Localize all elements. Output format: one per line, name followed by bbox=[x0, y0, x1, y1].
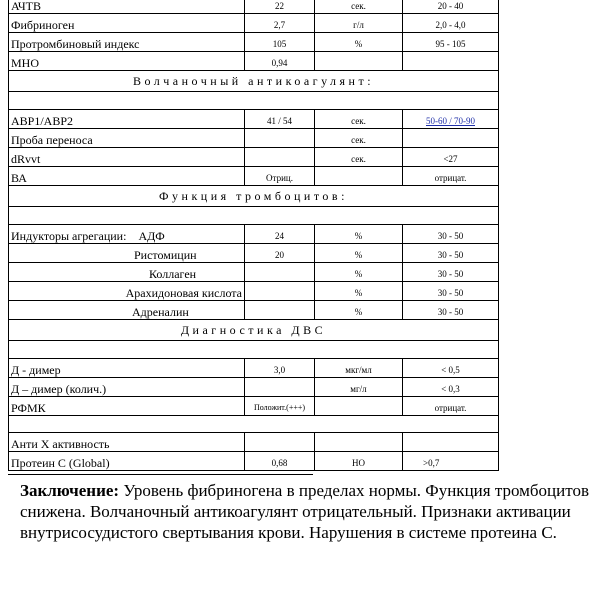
test-name: Д - димер bbox=[9, 359, 245, 378]
conclusion bbox=[20, 480, 595, 543]
section-title-lupus: Волчаночный антикоагулянт: bbox=[9, 71, 499, 92]
spacer-cell bbox=[9, 92, 499, 110]
test-value: 0,68 bbox=[245, 452, 315, 471]
test-name: Протеин С (Global) bbox=[9, 452, 245, 471]
table-row bbox=[9, 397, 499, 416]
test-unit: % bbox=[315, 301, 403, 320]
table-row bbox=[9, 33, 499, 52]
test-unit bbox=[315, 397, 403, 416]
test-reference: 30 - 50 bbox=[403, 263, 499, 282]
test-name: Проба переноса bbox=[9, 129, 245, 148]
test-name: Коллаген bbox=[9, 263, 245, 282]
test-unit: % bbox=[315, 282, 403, 301]
test-value: Отриц. bbox=[245, 167, 315, 186]
test-unit: % bbox=[315, 244, 403, 263]
spacer-cell bbox=[9, 341, 499, 359]
test-value: 0,94 bbox=[245, 52, 315, 71]
test-unit bbox=[315, 52, 403, 71]
test-reference: 30 - 50 bbox=[403, 225, 499, 244]
table-row bbox=[9, 52, 499, 71]
table-row bbox=[9, 225, 499, 244]
table-row bbox=[9, 14, 499, 33]
test-reference: 20 - 40 bbox=[403, 0, 499, 14]
test-reference: 30 - 50 bbox=[403, 301, 499, 320]
reference-link[interactable]: 50-60 / 70-90 bbox=[426, 116, 475, 126]
test-name: АВР1/АВР2 bbox=[9, 110, 245, 129]
test-unit: сек. bbox=[315, 148, 403, 167]
inductors-label: Индукторы агрегации: bbox=[11, 229, 127, 243]
test-reference: < 0,5 bbox=[403, 359, 499, 378]
test-reference: < 0,3 bbox=[403, 378, 499, 397]
divider-line bbox=[8, 474, 313, 475]
test-reference bbox=[403, 433, 499, 452]
test-name: Адреналин bbox=[9, 301, 245, 320]
table-row bbox=[9, 378, 499, 397]
test-reference: 30 - 50 bbox=[403, 244, 499, 263]
test-name: dRvvt bbox=[9, 148, 245, 167]
test-value bbox=[245, 433, 315, 452]
inductor-name: АДФ bbox=[138, 229, 165, 243]
test-name: Анти Х активность bbox=[9, 433, 245, 452]
spacer-row bbox=[9, 207, 499, 225]
spacer-row bbox=[9, 92, 499, 110]
test-reference: 2,0 - 4,0 bbox=[403, 14, 499, 33]
test-reference: отрицат. bbox=[403, 397, 499, 416]
table-row bbox=[9, 301, 499, 320]
test-name bbox=[9, 225, 245, 244]
test-value: 2,7 bbox=[245, 14, 315, 33]
test-value bbox=[245, 301, 315, 320]
table-row bbox=[9, 263, 499, 282]
test-name: ВА bbox=[9, 167, 245, 186]
lab-results-table bbox=[8, 0, 499, 471]
test-value: 105 bbox=[245, 33, 315, 52]
section-title-dic: Диагностика ДВС bbox=[9, 320, 499, 341]
table-row bbox=[9, 167, 499, 186]
section-title-platelets: Функция тромбоцитов: bbox=[9, 186, 499, 207]
table-row bbox=[9, 148, 499, 167]
test-reference bbox=[403, 129, 499, 148]
table-row bbox=[9, 129, 499, 148]
test-reference: отрицат. bbox=[403, 167, 499, 186]
test-unit: % bbox=[315, 33, 403, 52]
test-unit: мкг/мл bbox=[315, 359, 403, 378]
test-name: Фибриноген bbox=[9, 14, 245, 33]
test-unit: сек. bbox=[315, 110, 403, 129]
test-value: 41 / 54 bbox=[245, 110, 315, 129]
table-row bbox=[9, 433, 499, 452]
test-unit: % bbox=[315, 263, 403, 282]
spacer-cell bbox=[9, 207, 499, 225]
test-unit: НО bbox=[315, 452, 403, 471]
test-value bbox=[245, 148, 315, 167]
test-unit: сек. bbox=[315, 0, 403, 14]
table-row bbox=[9, 282, 499, 301]
conclusion-label: Заключение: bbox=[20, 481, 120, 500]
section-header-row bbox=[9, 71, 499, 92]
test-value bbox=[245, 378, 315, 397]
section-header-row bbox=[9, 320, 499, 341]
test-value: 24 bbox=[245, 225, 315, 244]
test-unit: г/л bbox=[315, 14, 403, 33]
test-unit: мг/л bbox=[315, 378, 403, 397]
spacer-row bbox=[9, 416, 499, 433]
test-unit bbox=[315, 167, 403, 186]
test-reference: 95 - 105 bbox=[403, 33, 499, 52]
table-row bbox=[9, 452, 499, 471]
test-name: Протромбиновый индекс bbox=[9, 33, 245, 52]
test-value bbox=[245, 282, 315, 301]
test-unit: % bbox=[315, 225, 403, 244]
test-unit bbox=[315, 433, 403, 452]
test-name: Д – димер (колич.) bbox=[9, 378, 245, 397]
conclusion-text: Уровень фибриногена в пределах нормы. Функция тромбоцитов снижена. Волчаночный антикоагулянт отрицательный. Признаки активации внутрисосудистого свертывания крови. Нарушения в системе протеина С. bbox=[20, 481, 589, 542]
table-row bbox=[9, 244, 499, 263]
test-unit: сек. bbox=[315, 129, 403, 148]
test-value: Положит.(+++) bbox=[245, 397, 315, 416]
test-reference bbox=[403, 52, 499, 71]
test-value: 22 bbox=[245, 0, 315, 14]
spacer-row bbox=[9, 341, 499, 359]
test-name: АЧТВ bbox=[9, 0, 245, 14]
test-name: РФМК bbox=[9, 397, 245, 416]
test-name: Арахидоновая кислота bbox=[9, 282, 245, 301]
test-value bbox=[245, 129, 315, 148]
test-value: 3,0 bbox=[245, 359, 315, 378]
test-reference: <27 bbox=[403, 148, 499, 167]
test-name: Ристомицин bbox=[9, 244, 245, 263]
test-name: МНО bbox=[9, 52, 245, 71]
table-row bbox=[9, 359, 499, 378]
table-row bbox=[9, 110, 499, 129]
test-value: 20 bbox=[245, 244, 315, 263]
table-row bbox=[9, 0, 499, 14]
section-header-row bbox=[9, 186, 499, 207]
test-reference: >0,7 bbox=[403, 452, 499, 471]
test-value bbox=[245, 263, 315, 282]
test-reference: 30 - 50 bbox=[403, 282, 499, 301]
test-reference-link[interactable] bbox=[403, 110, 499, 129]
spacer-cell bbox=[9, 416, 499, 433]
